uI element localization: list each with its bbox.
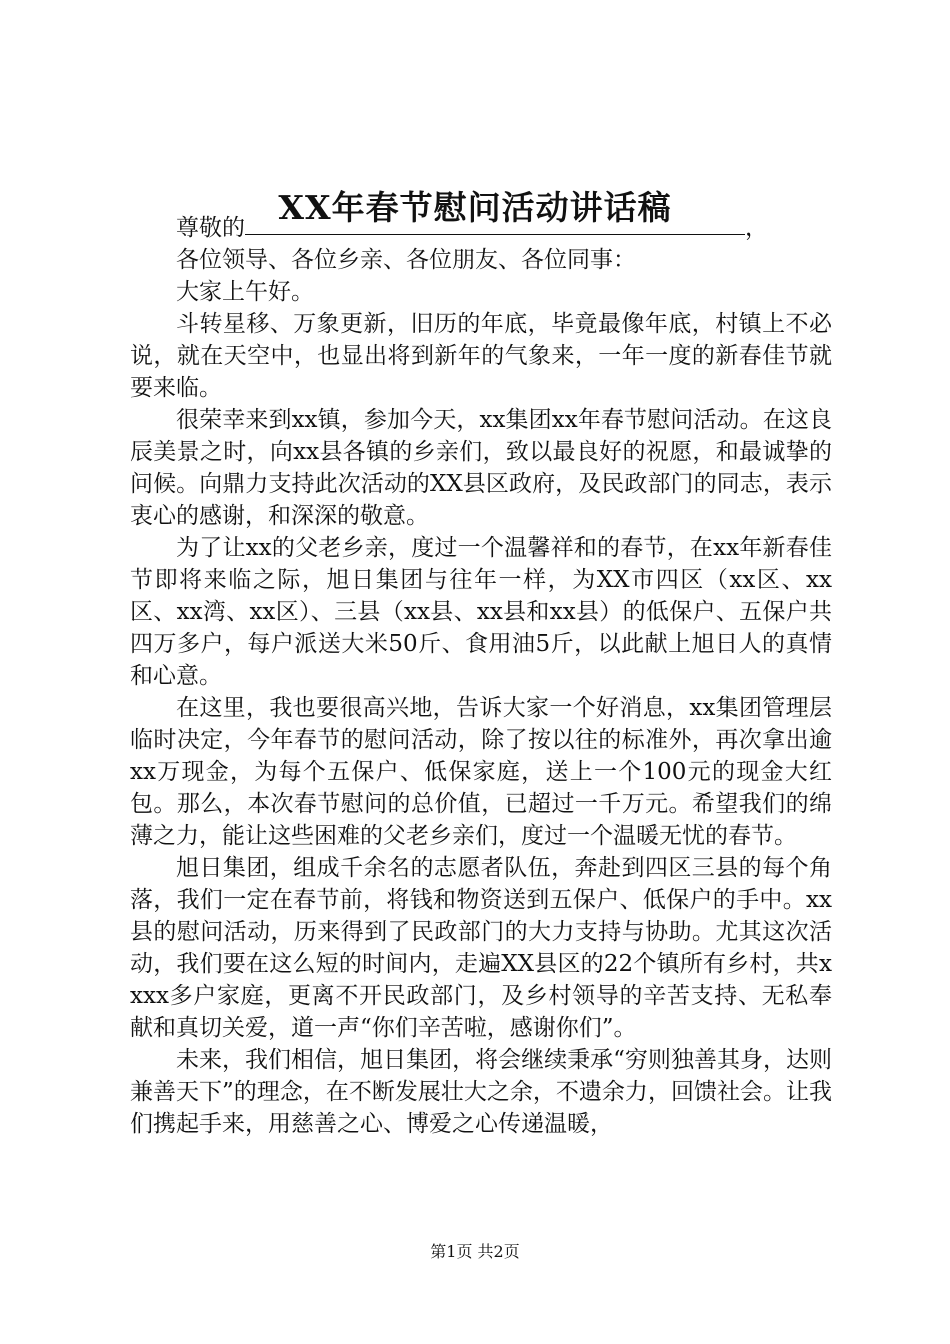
salutation-line (130, 212, 832, 244)
paragraph: 斗转星移、万象更新，旧历的年底，毕竟最像年底，村镇上不必说，就在天空中，也显出将到新年的气象来，一年一度的新春佳节就要来临。 (130, 311, 832, 401)
salutation-suffix: ， (745, 215, 768, 241)
audience-line: 各位领导、各位乡亲、各位朋友、各位同事： (176, 247, 636, 273)
greeting-line: 大家上午好。 (176, 279, 314, 305)
salutation-prefix: 尊敬的 (176, 215, 245, 241)
blank-underline (245, 212, 745, 235)
paragraph: 很荣幸来到xx镇，参加今天，xx集团xx年春节慰问活动。在这良辰美景之时，向xx县各镇的乡亲们，致以最良好的祝愿，和最诚挚的问候。向鼎力支持此次活动的XX县区政府，及民政部门的同志，表示衷心的感谢，和深深的敬意。 (130, 407, 832, 529)
paragraph: 旭日集团，组成千余名的志愿者队伍，奔赴到四区三县的每个角落，我们一定在春节前，将钱和物资送到五保户、低保户的手中。xx县的慰问活动，历来得到了民政部门的大力支持与协助。尤其这次活动，我们要在这么短的时间内，走遍XX县区的22个镇所有乡村，共xxxx多户家庭，更离不开民政部门，及乡村领导的辛苦支持、无私奉献和真切关爱，道一声“你们辛苦啦，感谢你们”。 (130, 855, 832, 1041)
paragraph: 为了让xx的父老乡亲，度过一个温馨祥和的春节，在xx年新春佳节即将来临之际，旭日集团与往年一样，为XX市四区（xx区、xx区、xx湾、xx区）、三县（xx县、xx县和xx县）的低保户、五保户共四万多户，每户派送大米50斤、食用油5斤，以此献上旭日人的真情和心意。 (130, 535, 832, 689)
document-title: XX年春节慰问活动讲话稿 (278, 188, 672, 227)
document-body (130, 212, 832, 1140)
page-number-footer: 第1页 共2页 (430, 1242, 520, 1261)
paragraph: 在这里，我也要很高兴地，告诉大家一个好消息，xx集团管理层临时决定，今年春节的慰问活动，除了按以往的标准外，再次拿出逾xx万现金，为每个五保户、低保家庭，送上一个100元的现金大红包。那么，本次春节慰问的总价值，已超过一千万元。希望我们的绵薄之力，能让这些困难的父老乡亲们，度过一个温暖无忧的春节。 (130, 695, 832, 849)
paragraph: 未来，我们相信，旭日集团，将会继续秉承“穷则独善其身，达则兼善天下”的理念，在不断发展壮大之余，不遗余力，回馈社会。让我们携起手来，用慈善之心、博爱之心传递温暖， (130, 1047, 832, 1137)
